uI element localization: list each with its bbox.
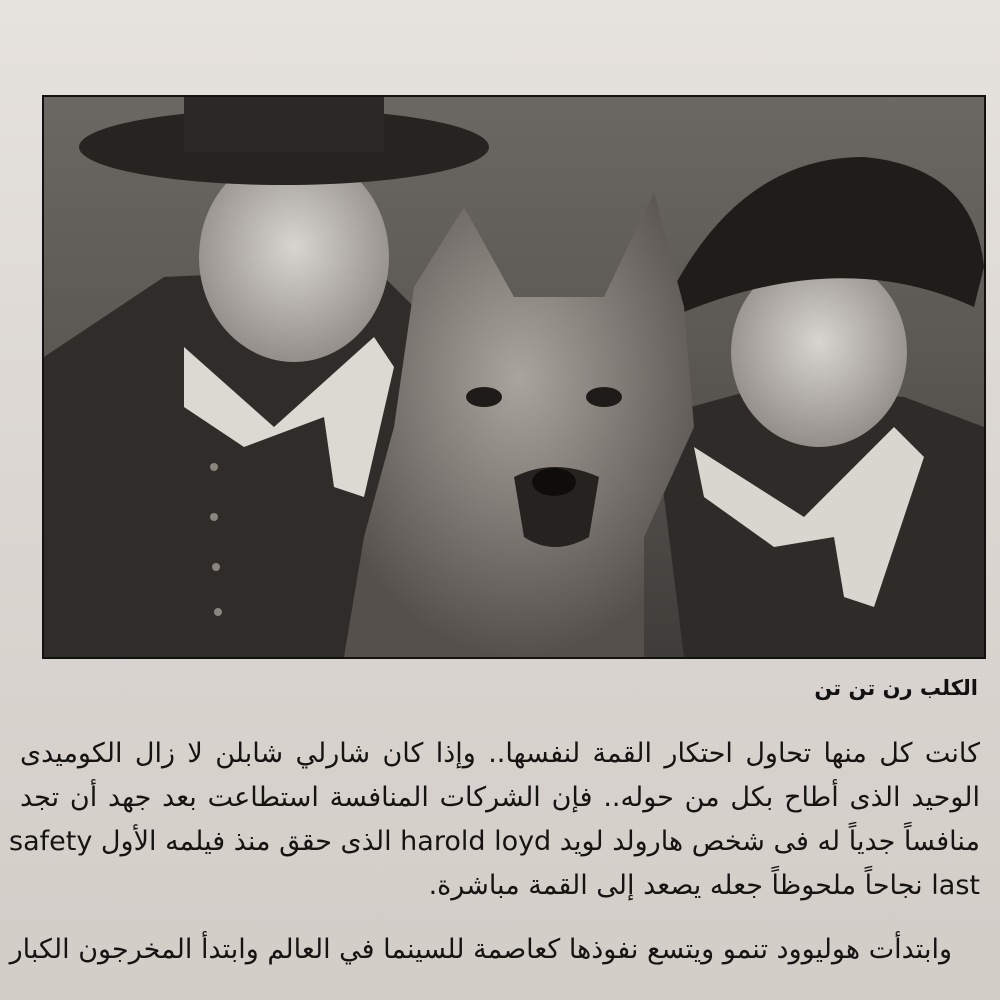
body-text	[9, 732, 980, 972]
text-line: منافساً جدياً له فى شخص هارولد لويد harold loyd الذى حقق منذ فيلمه الأول safety	[9, 826, 980, 857]
text-line: كانت كل منها تحاول احتكار القمة لنفسها.. وإذا كان شارلي شابلن لا زال الكوميدى	[20, 738, 980, 769]
photo-illustration	[44, 97, 984, 657]
text-line: وابتدأت هوليوود تنمو ويتسع نفوذها كعاصمة للسينما في العالم وابتدأ المخرجون الكبار	[9, 934, 952, 965]
photo-caption: الكلب رن تن تن	[814, 676, 978, 700]
text-line: last نجاحاً ملحوظاً جعله يصعد إلى القمة مباشرة.	[428, 870, 980, 901]
text-line: الوحيد الذى أطاح بكل من حوله.. فإن الشركات المنافسة استطاعت بعد جهد أن تجد	[20, 782, 980, 813]
film-still-photo	[42, 95, 986, 659]
